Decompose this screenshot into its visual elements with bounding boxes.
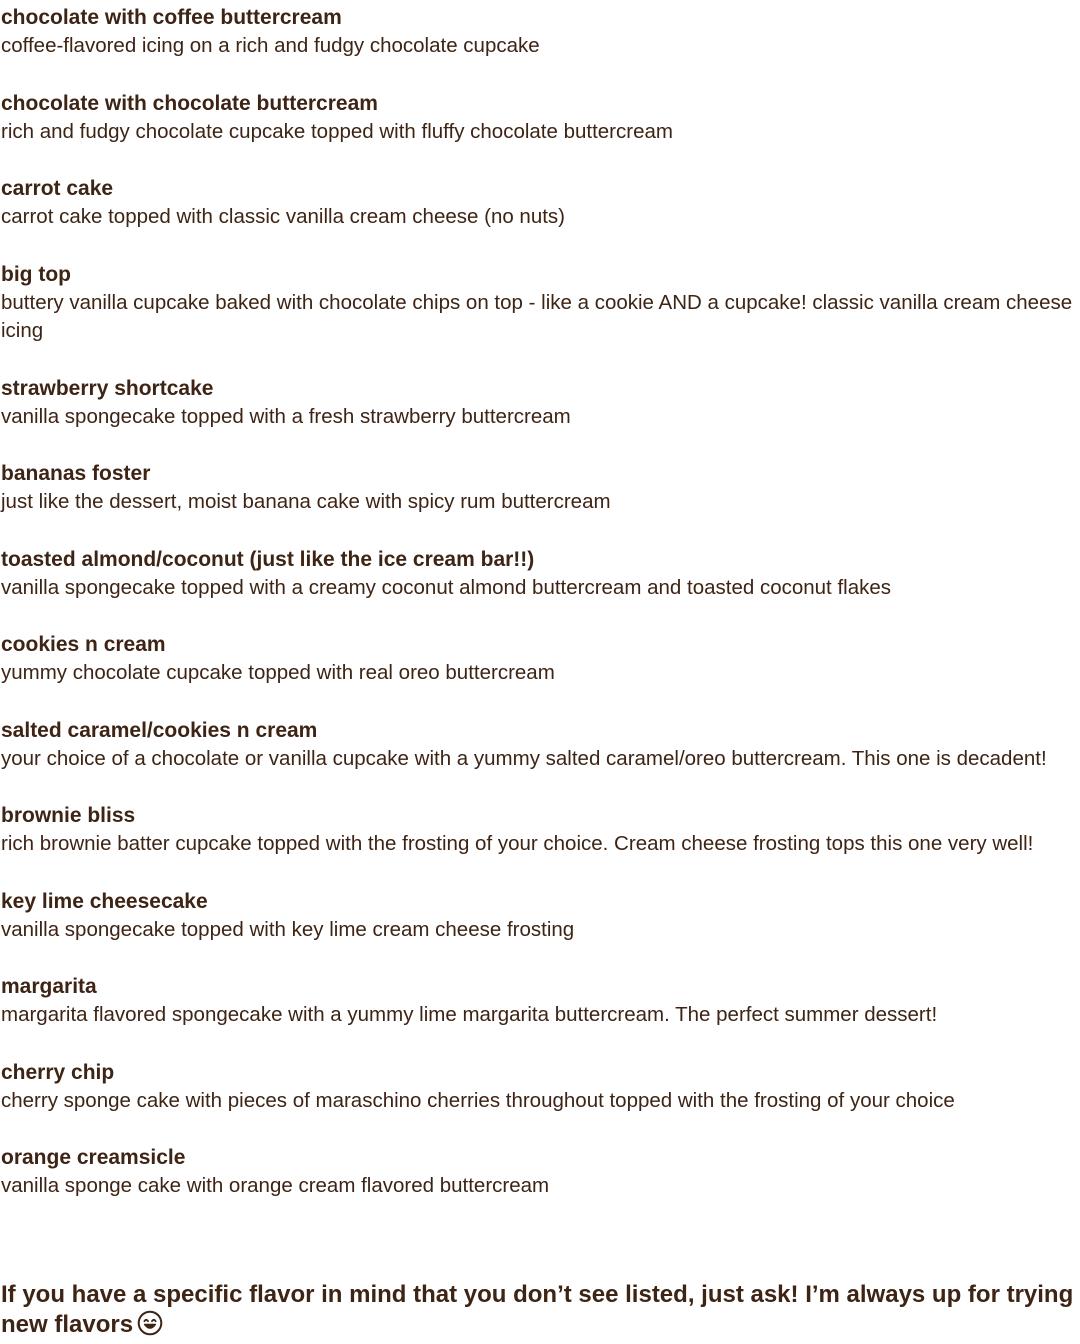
flavor-name: big top (1, 262, 71, 286)
flavor-item (1, 888, 1079, 974)
flavor-name: orange creamsicle (1, 1146, 186, 1169)
flavor-description: buttery vanilla cupcake baked with chocolate chips on top - like a cookie AND a cupcake! classic vanilla cream cheese icing (1, 290, 1073, 342)
flavor-name: key lime cheesecake (1, 889, 208, 913)
flavor-name: carrot cake (1, 177, 114, 200)
flavor-name: margarita (1, 975, 97, 998)
flavor-item (1, 973, 1079, 1059)
flavor-description: vanilla spongecake topped with a fresh strawberry buttercream (1, 404, 571, 428)
flavor-name: bananas foster (1, 462, 151, 485)
custom-flavor-note-text: If you have a specific flavor in mind that you don’t see listed, just ask! I’m always up for trying new flavors (1, 1281, 1074, 1338)
flavor-description: vanilla spongecake topped with key lime cream cheese frosting (1, 917, 575, 941)
flavor-description: your choice of a chocolate or vanilla cupcake with a yummy salted caramel/oreo buttercream. This one is decadent! (1, 746, 1047, 770)
flavor-item (1, 717, 1079, 803)
flavor-item (1, 261, 1079, 375)
flavor-name: salted caramel/cookies n cream (1, 718, 318, 742)
flavor-item (1, 1144, 1079, 1230)
flavor-name: brownie bliss (1, 804, 136, 827)
smiling-face-icon (137, 1310, 163, 1344)
flavor-item (1, 631, 1079, 717)
flavor-item (1, 4, 1079, 90)
flavor-item (1, 802, 1079, 888)
flavor-item (1, 90, 1079, 176)
flavor-item (1, 546, 1079, 632)
flavor-description: vanilla spongecake topped with a creamy coconut almond buttercream and toasted coconut flakes (1, 575, 891, 599)
flavor-description: vanilla sponge cake with orange cream flavored buttercream (1, 1174, 550, 1197)
flavor-item (1, 460, 1079, 546)
flavor-description: rich and fudgy chocolate cupcake topped with fluffy chocolate buttercream (1, 119, 673, 143)
flavor-description: yummy chocolate cupcake topped with real oreo buttercream (1, 661, 555, 684)
flavor-name: toasted almond/coconut (just like the ice cream bar!!) (1, 547, 535, 571)
flavor-description: carrot cake topped with classic vanilla cream cheese (no nuts) (1, 205, 566, 228)
flavor-name: chocolate with coffee buttercream (1, 6, 342, 29)
flavor-item (1, 1059, 1079, 1145)
flavor-list (1, 4, 1079, 1230)
flavor-description: margarita flavored spongecake with a yummy lime margarita buttercream. The perfect summer dessert! (1, 1003, 938, 1026)
custom-flavor-note (1, 1280, 1077, 1344)
flavor-description: just like the dessert, moist banana cake with spicy rum buttercream (1, 490, 611, 513)
flavor-name: chocolate with chocolate buttercream (1, 91, 378, 115)
flavor-name: strawberry shortcake (1, 376, 214, 400)
flavor-description: rich brownie batter cupcake topped with the frosting of your choice. Cream cheese frosting tops this one very well! (1, 832, 1034, 855)
flavor-name: cookies n cream (1, 633, 166, 656)
flavor-item (1, 375, 1079, 461)
flavor-description: coffee-flavored icing on a rich and fudgy chocolate cupcake (1, 34, 540, 57)
flavor-name: cherry chip (1, 1060, 115, 1084)
flavor-item (1, 175, 1079, 261)
flavor-description: cherry sponge cake with pieces of maraschino cherries throughout topped with the frosting of your choice (1, 1088, 955, 1112)
